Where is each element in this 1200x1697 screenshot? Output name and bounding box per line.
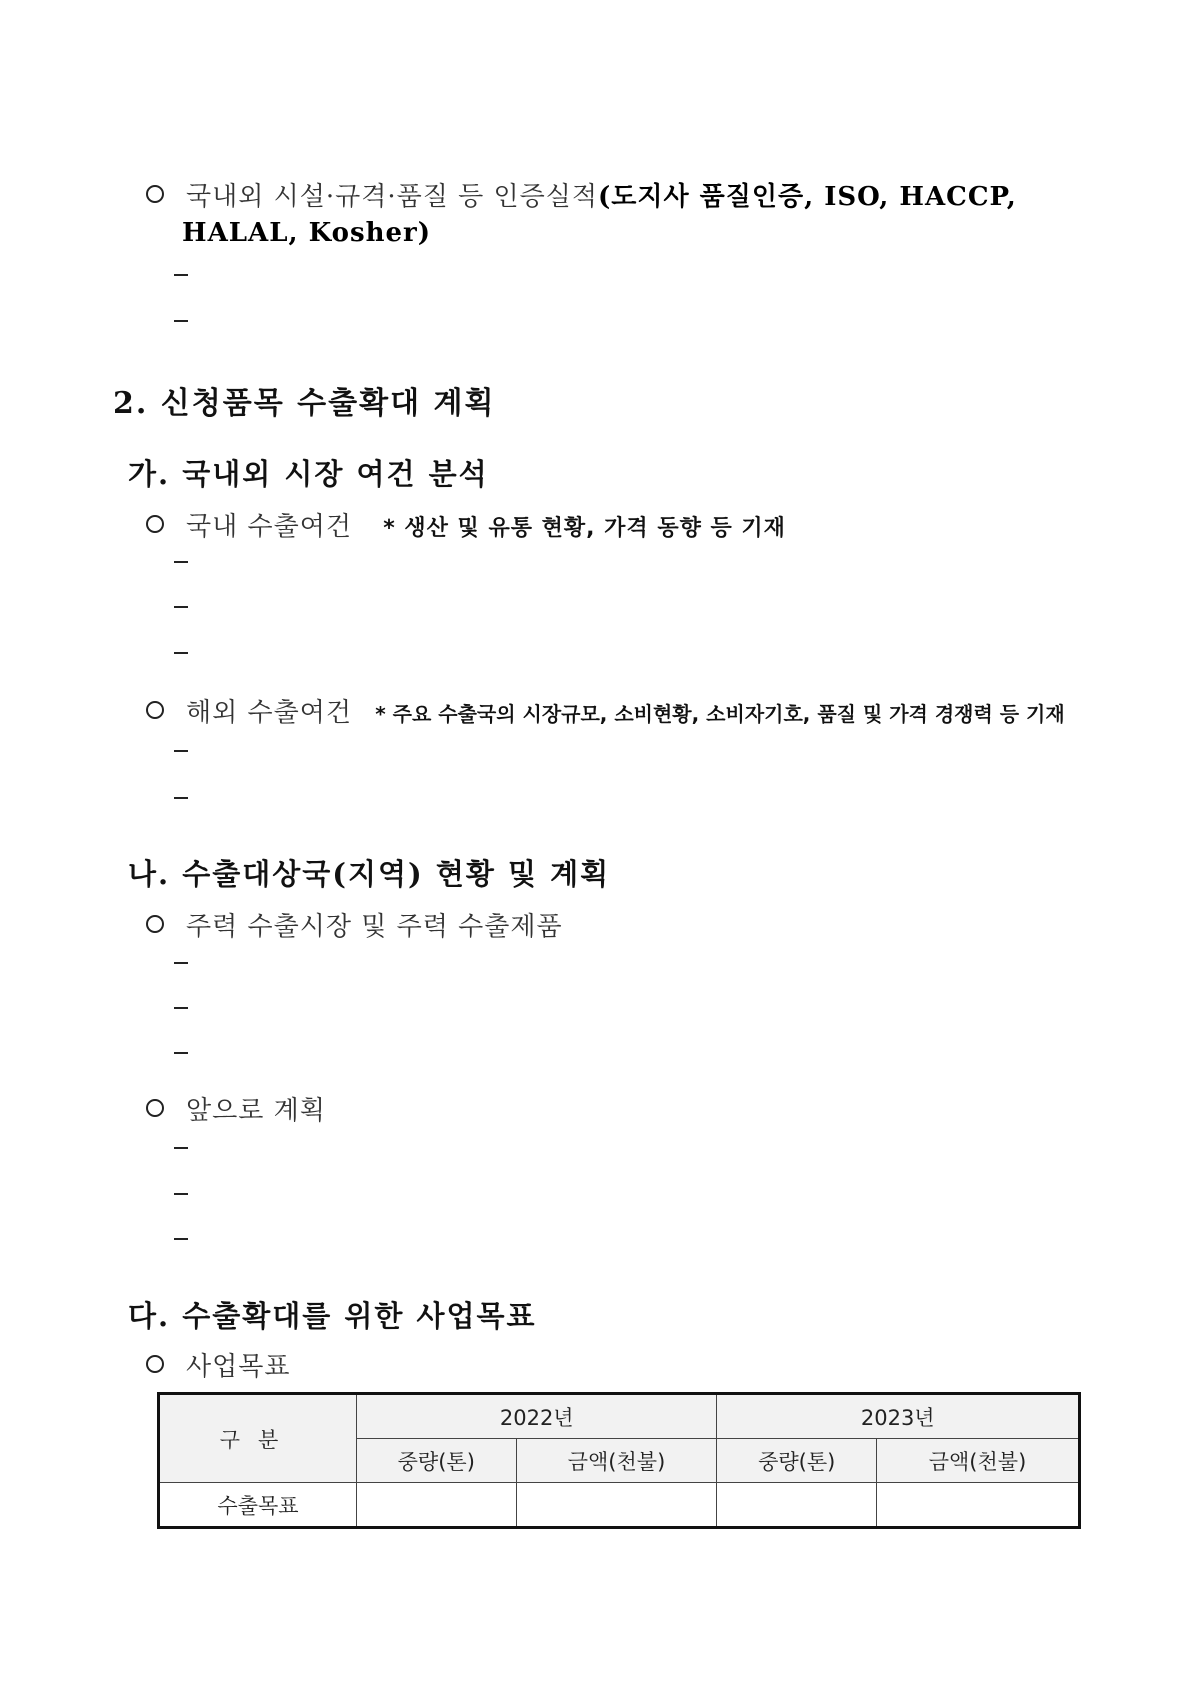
dash-bullet-icon [174,1147,188,1149]
export-target-table [157,1392,1081,1529]
main-markets-item [146,906,563,943]
dash-bullet-icon [174,1052,188,1054]
circle-bullet-icon [146,1099,164,1117]
amount-2022-header: 금액(천불) [516,1439,717,1483]
circle-bullet-icon [146,915,164,933]
certification-item [146,176,1017,213]
certification-examples-continued: HALAL, Kosher) [182,218,432,248]
domestic-conditions-note: * 생산 및 유통 현황, 가격 동향 등 기재 [383,516,786,541]
circle-bullet-icon [146,1355,164,1373]
export-target-row-label: 수출목표 [159,1483,357,1528]
domestic-conditions-label: 국내 수출여건 [186,512,352,542]
subsection-heading-market: 가. 국내외 시장 여건 분석 [128,457,489,491]
dash-bullet-icon [174,561,188,563]
dash-bullet-icon [174,1238,188,1240]
category-header: 구분 [159,1394,357,1483]
dash-bullet-icon [174,652,188,654]
weight-2023-header: 중량(톤) [717,1439,877,1483]
dash-bullet-icon [174,1007,188,1009]
table-header-row [159,1394,1080,1439]
dash-bullet-icon [174,274,188,276]
future-plan-label: 앞으로 계획 [186,1096,326,1126]
domestic-conditions-item [146,506,786,543]
dash-bullet-icon [174,1193,188,1195]
future-plan-item [146,1090,326,1127]
dash-bullet-icon [174,750,188,752]
amount-2023-header: 금액(천불) [877,1439,1080,1483]
circle-bullet-icon [146,515,164,533]
weight-2023-cell[interactable] [717,1483,877,1528]
circle-bullet-icon [146,185,164,203]
subsection-heading-target-countries: 나. 수출대상국(지역) 현황 및 계획 [128,857,611,891]
table-row [159,1483,1080,1528]
dash-bullet-icon [174,320,188,322]
business-goals-label: 사업목표 [186,1352,291,1382]
dash-bullet-icon [174,797,188,799]
year-2023-header: 2023년 [717,1394,1080,1439]
weight-2022-header: 중량(톤) [357,1439,517,1483]
dash-bullet-icon [174,606,188,608]
certification-label: 국내외 시설·규격·품질 등 인증실적 [186,182,598,212]
amount-2022-cell[interactable] [516,1483,717,1528]
business-goals-item [146,1346,290,1383]
weight-2022-cell[interactable] [357,1483,517,1528]
year-2022-header: 2022년 [357,1394,717,1439]
main-markets-label: 주력 수출시장 및 주력 수출제품 [186,912,563,942]
subsection-heading-business-goals: 다. 수출확대를 위한 사업목표 [128,1299,537,1333]
overseas-conditions-note: * 주요 수출국의 시장규모, 소비현황, 소비자기호, 품질 및 가격 경쟁력 등 기재 [375,702,1065,726]
overseas-conditions-label: 해외 수출여건 [186,698,352,728]
certification-examples: (도지사 품질인증, ISO, HACCP, [597,182,1017,212]
section-heading: 2. 신청품목 수출확대 계획 [113,386,496,421]
circle-bullet-icon [146,701,164,719]
amount-2023-cell[interactable] [877,1483,1080,1528]
dash-bullet-icon [174,962,188,964]
overseas-conditions-item [146,692,1065,729]
